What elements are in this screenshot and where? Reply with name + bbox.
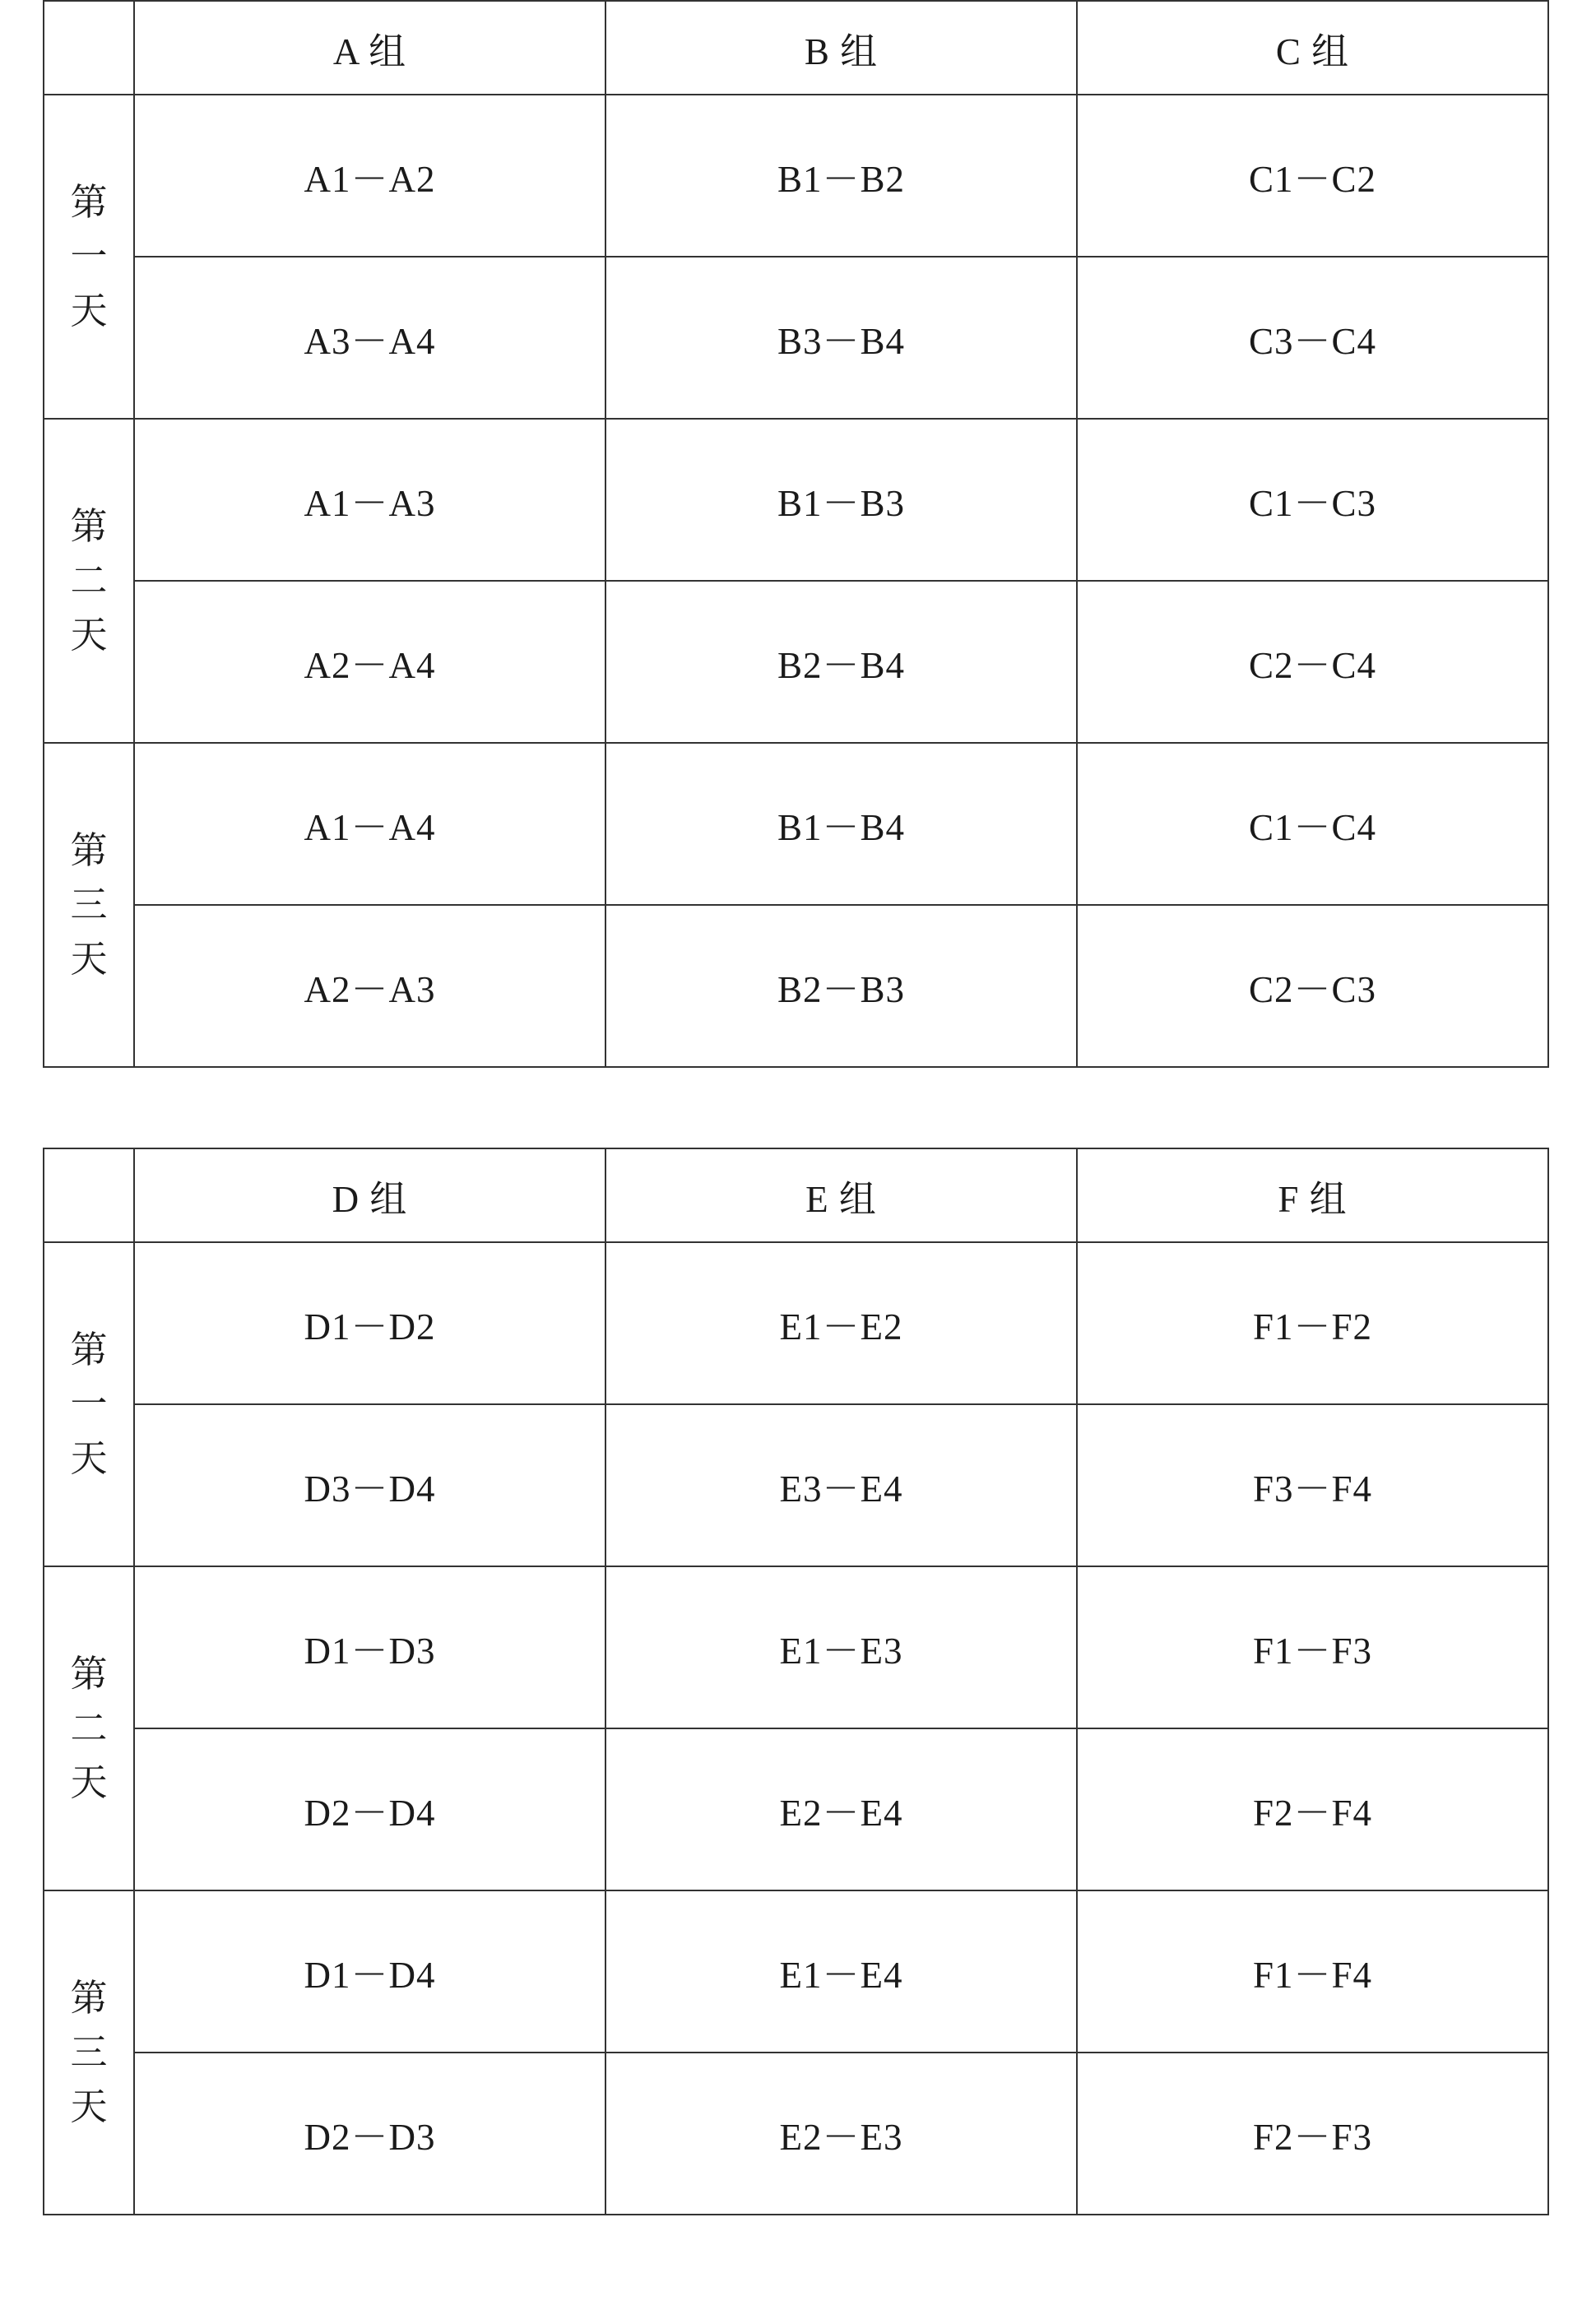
match-cell: A2－A3 bbox=[134, 905, 605, 1067]
group-header: E 组 bbox=[605, 1148, 1077, 1242]
match-cell: D1－D3 bbox=[134, 1566, 605, 1728]
match-cell: F2－F3 bbox=[1077, 2053, 1548, 2215]
match-row bbox=[44, 1404, 1548, 1566]
day-label: 第 一 天 bbox=[44, 1242, 134, 1566]
match-cell: C1－C4 bbox=[1077, 743, 1548, 905]
match-cell: C3－C4 bbox=[1077, 257, 1548, 419]
match-row bbox=[44, 743, 1548, 905]
match-cell: F1－F2 bbox=[1077, 1242, 1548, 1404]
header-row bbox=[44, 1, 1548, 95]
day-label: 第 一 天 bbox=[44, 95, 134, 419]
match-cell: A1－A2 bbox=[134, 95, 605, 257]
match-cell: C2－C4 bbox=[1077, 581, 1548, 743]
match-cell: E2－E3 bbox=[605, 2053, 1077, 2215]
match-row bbox=[44, 905, 1548, 1067]
corner-cell bbox=[44, 1, 134, 95]
match-cell: D3－D4 bbox=[134, 1404, 605, 1566]
match-cell: C2－C3 bbox=[1077, 905, 1548, 1067]
group-header: B 组 bbox=[605, 1, 1077, 95]
group-header: C 组 bbox=[1077, 1, 1548, 95]
match-cell: F1－F4 bbox=[1077, 1890, 1548, 2053]
match-cell: D1－D2 bbox=[134, 1242, 605, 1404]
match-cell: C1－C2 bbox=[1077, 95, 1548, 257]
schedule-table-groups-abc bbox=[43, 0, 1549, 1068]
match-cell: A3－A4 bbox=[134, 257, 605, 419]
match-cell: B2－B4 bbox=[605, 581, 1077, 743]
match-cell: B3－B4 bbox=[605, 257, 1077, 419]
match-row bbox=[44, 257, 1548, 419]
match-cell: C1－C3 bbox=[1077, 419, 1548, 581]
group-header: F 组 bbox=[1077, 1148, 1548, 1242]
match-cell: A1－A3 bbox=[134, 419, 605, 581]
match-cell: E3－E4 bbox=[605, 1404, 1077, 1566]
day-label: 第 三 天 bbox=[44, 1890, 134, 2215]
match-cell: B2－B3 bbox=[605, 905, 1077, 1067]
match-row bbox=[44, 419, 1548, 581]
group-header: D 组 bbox=[134, 1148, 605, 1242]
match-cell: A2－A4 bbox=[134, 581, 605, 743]
match-row bbox=[44, 1566, 1548, 1728]
match-cell: B1－B2 bbox=[605, 95, 1077, 257]
match-cell: A1－A4 bbox=[134, 743, 605, 905]
match-cell: E1－E2 bbox=[605, 1242, 1077, 1404]
match-row bbox=[44, 581, 1548, 743]
match-cell: F1－F3 bbox=[1077, 1566, 1548, 1728]
match-cell: E1－E3 bbox=[605, 1566, 1077, 1728]
match-cell: F2－F4 bbox=[1077, 1728, 1548, 1890]
match-cell: E1－E4 bbox=[605, 1890, 1077, 2053]
match-cell: D1－D4 bbox=[134, 1890, 605, 2053]
group-header: A 组 bbox=[134, 1, 605, 95]
header-row bbox=[44, 1148, 1548, 1242]
match-row bbox=[44, 1728, 1548, 1890]
day-label: 第 二 天 bbox=[44, 1566, 134, 1890]
match-row bbox=[44, 95, 1548, 257]
match-row bbox=[44, 1242, 1548, 1404]
match-row bbox=[44, 1890, 1548, 2053]
day-label: 第 二 天 bbox=[44, 419, 134, 743]
match-cell: D2－D4 bbox=[134, 1728, 605, 1890]
match-cell: B1－B3 bbox=[605, 419, 1077, 581]
match-cell: B1－B4 bbox=[605, 743, 1077, 905]
match-cell: F3－F4 bbox=[1077, 1404, 1548, 1566]
corner-cell bbox=[44, 1148, 134, 1242]
day-label: 第 三 天 bbox=[44, 743, 134, 1067]
match-cell: E2－E4 bbox=[605, 1728, 1077, 1890]
schedule-table-groups-def bbox=[43, 1148, 1549, 2215]
match-cell: D2－D3 bbox=[134, 2053, 605, 2215]
match-row bbox=[44, 2053, 1548, 2215]
